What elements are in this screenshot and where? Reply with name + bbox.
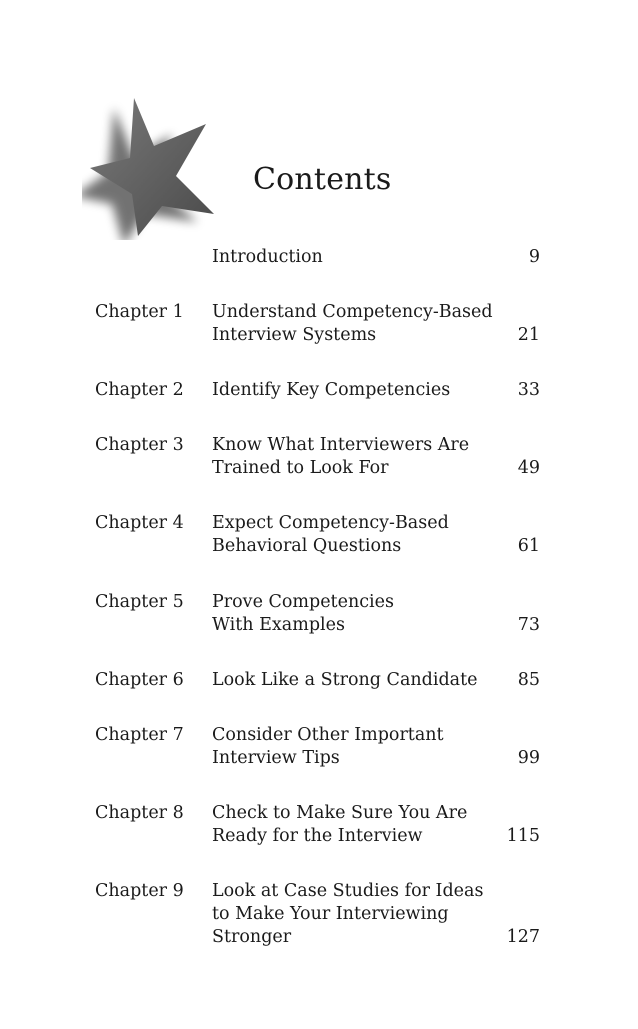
chapter-title-line: Stronger [212, 927, 292, 947]
page-number: 127 [506, 927, 540, 947]
toc-entry [0, 246, 638, 269]
chapter-number: Chapter 1 [95, 302, 184, 322]
chapter-title-line: Ready for the Interview [212, 826, 423, 846]
page-number: 73 [517, 615, 540, 635]
toc-entry [0, 724, 638, 770]
chapter-title [212, 669, 477, 692]
chapter-title-line: Check to Make Sure You Are [212, 803, 468, 823]
chapter-number: Chapter 3 [95, 435, 184, 455]
toc-entry [0, 802, 638, 848]
star-shape [90, 98, 214, 236]
toc-entry [0, 301, 638, 347]
chapter-title-line: Understand Competency-Based [212, 302, 493, 322]
chapter-title-line: With Examples [212, 615, 345, 635]
chapter-title-line: Trained to Look For [212, 458, 389, 478]
page-number: 85 [517, 670, 540, 690]
chapter-title [212, 246, 323, 269]
chapter-number: Chapter 8 [95, 803, 184, 823]
chapter-number: Chapter 5 [95, 592, 184, 612]
chapter-title-line: Look at Case Studies for Ideas [212, 881, 484, 901]
page-number: 21 [517, 325, 540, 345]
chapter-title-line: Interview Tips [212, 748, 340, 768]
chapter-title-line: to Make Your Interviewing [212, 904, 449, 924]
chapter-title-line: Prove Competencies [212, 592, 394, 612]
page-number: 49 [517, 458, 540, 478]
chapter-title-line: Introduction [212, 247, 323, 267]
page-number: 33 [517, 380, 540, 400]
toc-entry [0, 379, 638, 402]
chapter-title [212, 434, 469, 480]
chapter-title-line: Identify Key Competencies [212, 380, 451, 400]
star-icon [82, 92, 217, 240]
toc-entry [0, 880, 638, 949]
chapter-title [212, 802, 467, 848]
chapter-title-line: Expect Competency-Based [212, 513, 449, 533]
page-number: 115 [506, 826, 540, 846]
toc-entry [0, 434, 638, 480]
chapter-title [212, 379, 450, 402]
chapter-title-line: Look Like a Strong Candidate [212, 670, 478, 690]
chapter-number: Chapter 9 [95, 881, 184, 901]
chapter-title [212, 880, 483, 949]
chapter-title-line: Interview Systems [212, 325, 377, 345]
toc-entry [0, 512, 638, 558]
chapter-title [212, 512, 449, 558]
chapter-number: Chapter 2 [95, 380, 184, 400]
chapter-title [212, 301, 493, 347]
toc-entry [0, 669, 638, 692]
chapter-title-line: Consider Other Important [212, 725, 444, 745]
chapter-number: Chapter 6 [95, 670, 184, 690]
chapter-title-line: Know What Interviewers Are [212, 435, 470, 455]
page-number: 99 [517, 748, 540, 768]
chapter-title [212, 724, 444, 770]
chapter-title-line: Behavioral Questions [212, 536, 402, 556]
page-number: 61 [517, 536, 540, 556]
chapter-number: Chapter 4 [95, 513, 184, 533]
chapter-title [212, 591, 394, 637]
toc-entry [0, 591, 638, 637]
page-number: 9 [528, 247, 540, 267]
page-title: Contents [253, 162, 392, 197]
chapter-number: Chapter 7 [95, 725, 184, 745]
